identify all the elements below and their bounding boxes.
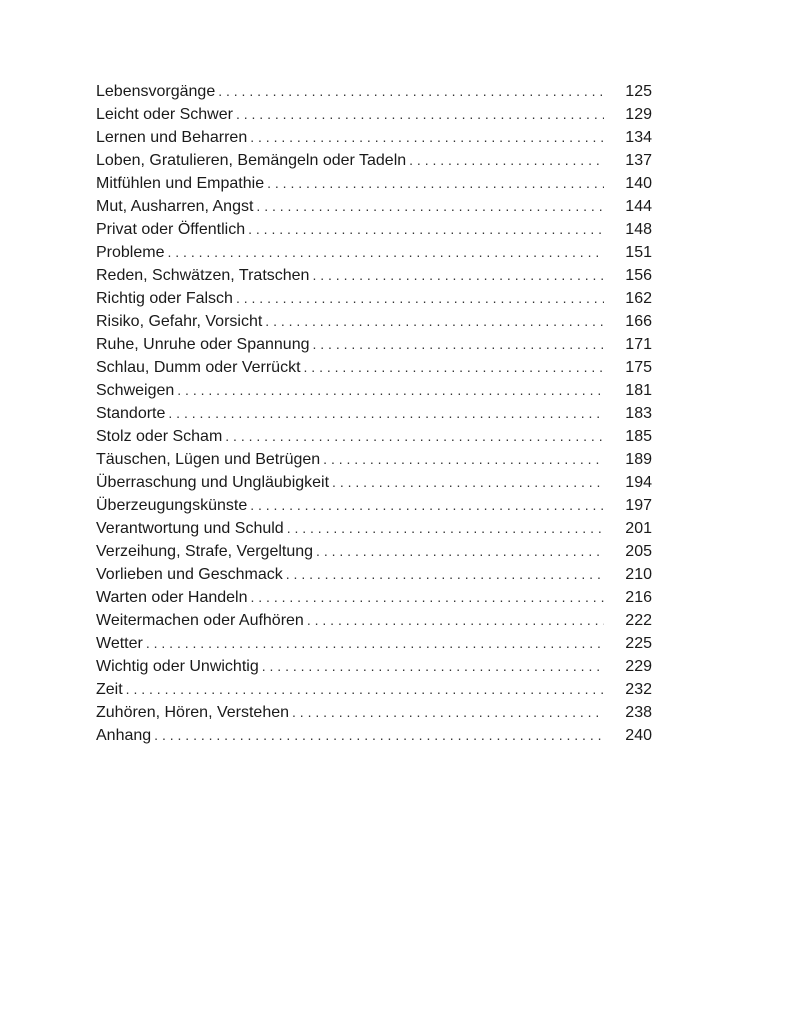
toc-entry-page: 134 bbox=[625, 129, 652, 146]
toc-entry-page: 125 bbox=[625, 83, 652, 100]
toc-entry-title: Privat oder Öffentlich bbox=[96, 221, 246, 238]
toc-entry-page: 140 bbox=[625, 175, 652, 192]
toc-entry-title: Probleme bbox=[96, 244, 165, 261]
dot-leader bbox=[225, 425, 604, 448]
toc-entry-page: 166 bbox=[625, 313, 652, 330]
toc-entry-page: 144 bbox=[625, 198, 652, 215]
dot-leader bbox=[218, 80, 604, 103]
dot-leader bbox=[304, 356, 604, 379]
toc-entry-page: 148 bbox=[625, 221, 652, 238]
toc-entry-title: Loben, Gratulieren, Bemängeln oder Tadeln bbox=[96, 152, 407, 169]
toc-entry-page: 194 bbox=[625, 474, 652, 491]
toc-entry-title: Mitfühlen und Empathie bbox=[96, 175, 265, 192]
toc-entry-title: Reden, Schwätzen, Tratschen bbox=[96, 267, 310, 284]
toc-entry-page: 183 bbox=[625, 405, 652, 422]
toc-entry-page: 189 bbox=[625, 451, 652, 468]
toc-entry-title: Mut, Ausharren, Angst bbox=[96, 198, 254, 215]
toc-entry bbox=[96, 379, 652, 402]
toc-entry-title: Anhang bbox=[96, 727, 152, 744]
toc-entry-page: 229 bbox=[625, 658, 652, 675]
dot-leader bbox=[409, 149, 604, 172]
dot-leader bbox=[313, 333, 605, 356]
toc-entry-page: 197 bbox=[625, 497, 652, 514]
toc-entry-title: Verzeihung, Strafe, Vergeltung bbox=[96, 543, 314, 560]
toc-entry bbox=[96, 471, 652, 494]
toc-entry-page: 201 bbox=[625, 520, 652, 537]
toc-entry bbox=[96, 540, 652, 563]
toc-entry bbox=[96, 448, 652, 471]
dot-leader bbox=[236, 287, 604, 310]
toc-entry bbox=[96, 701, 652, 724]
toc-entry-title: Stolz oder Scham bbox=[96, 428, 223, 445]
dot-leader bbox=[267, 172, 604, 195]
dot-leader bbox=[287, 517, 604, 540]
toc-entry-title: Vorlieben und Geschmack bbox=[96, 566, 283, 583]
dot-leader bbox=[265, 310, 604, 333]
toc-entry bbox=[96, 80, 652, 103]
toc-entry-title: Wichtig oder Unwichtig bbox=[96, 658, 259, 675]
toc-entry-title: Überraschung und Ungläubigkeit bbox=[96, 474, 330, 491]
dot-leader bbox=[146, 632, 604, 655]
dot-leader bbox=[307, 609, 604, 632]
toc-entry bbox=[96, 241, 652, 264]
toc-entry bbox=[96, 586, 652, 609]
toc-entry-title: Zeit bbox=[96, 681, 123, 698]
toc-entry-page: 238 bbox=[625, 704, 652, 721]
toc-entry-page: 181 bbox=[625, 382, 652, 399]
toc-entry-page: 151 bbox=[625, 244, 652, 261]
dot-leader bbox=[251, 586, 605, 609]
toc-entry bbox=[96, 632, 652, 655]
dot-leader bbox=[292, 701, 604, 724]
toc-entry-page: 210 bbox=[625, 566, 652, 583]
toc-entry-title: Weitermachen oder Aufhören bbox=[96, 612, 304, 629]
dot-leader bbox=[312, 264, 604, 287]
toc-entry bbox=[96, 264, 652, 287]
dot-leader bbox=[250, 126, 604, 149]
toc-entry-title: Überzeugungskünste bbox=[96, 497, 248, 514]
toc-entry bbox=[96, 149, 652, 172]
toc-entry bbox=[96, 172, 652, 195]
dot-leader bbox=[248, 218, 604, 241]
toc-entry-page: 205 bbox=[625, 543, 652, 560]
toc-entry-page: 222 bbox=[625, 612, 652, 629]
dot-leader bbox=[177, 379, 604, 402]
toc-entry bbox=[96, 103, 652, 126]
toc-entry bbox=[96, 678, 652, 701]
dot-leader bbox=[332, 471, 604, 494]
toc-entry-page: 175 bbox=[625, 359, 652, 376]
table-of-contents bbox=[96, 80, 652, 747]
dot-leader bbox=[154, 724, 604, 747]
dot-leader bbox=[126, 678, 604, 701]
toc-entry bbox=[96, 563, 652, 586]
toc-entry-page: 185 bbox=[625, 428, 652, 445]
toc-entry-page: 162 bbox=[625, 290, 652, 307]
toc-entry bbox=[96, 310, 652, 333]
toc-entry-page: 240 bbox=[625, 727, 652, 744]
toc-entry-title: Schlau, Dumm oder Verrückt bbox=[96, 359, 301, 376]
toc-entry-page: 156 bbox=[625, 267, 652, 284]
toc-entry-title: Risiko, Gefahr, Vorsicht bbox=[96, 313, 263, 330]
toc-entry-title: Zuhören, Hören, Verstehen bbox=[96, 704, 290, 721]
dot-leader bbox=[323, 448, 604, 471]
toc-entry bbox=[96, 126, 652, 149]
toc-entry bbox=[96, 287, 652, 310]
toc-entry bbox=[96, 494, 652, 517]
toc-entry-title: Richtig oder Falsch bbox=[96, 290, 233, 307]
toc-entry-title: Wetter bbox=[96, 635, 143, 652]
toc-entry bbox=[96, 609, 652, 632]
toc-entry-title: Leicht oder Schwer bbox=[96, 106, 233, 123]
toc-entry-title: Täuschen, Lügen und Betrügen bbox=[96, 451, 321, 468]
toc-entry bbox=[96, 517, 652, 540]
toc-entry bbox=[96, 724, 652, 747]
toc-entry-page: 129 bbox=[625, 106, 652, 123]
toc-entry-title: Warten oder Handeln bbox=[96, 589, 248, 606]
toc-entry-page: 137 bbox=[625, 152, 652, 169]
toc-entry-page: 232 bbox=[625, 681, 652, 698]
toc-entry-title: Schweigen bbox=[96, 382, 175, 399]
toc-entry-page: 171 bbox=[625, 336, 652, 353]
toc-entry bbox=[96, 356, 652, 379]
toc-entry-title: Standorte bbox=[96, 405, 166, 422]
toc-entry bbox=[96, 218, 652, 241]
toc-entry-title: Lernen und Beharren bbox=[96, 129, 248, 146]
toc-entry-page: 216 bbox=[625, 589, 652, 606]
toc-entry-page: 225 bbox=[625, 635, 652, 652]
dot-leader bbox=[256, 195, 604, 218]
dot-leader bbox=[262, 655, 604, 678]
toc-entry-title: Lebensvorgänge bbox=[96, 83, 216, 100]
toc-entry bbox=[96, 402, 652, 425]
dot-leader bbox=[316, 540, 604, 563]
toc-entry bbox=[96, 655, 652, 678]
dot-leader bbox=[236, 103, 604, 126]
dot-leader bbox=[167, 241, 604, 264]
dot-leader bbox=[286, 563, 604, 586]
toc-entry bbox=[96, 195, 652, 218]
toc-entry-title: Ruhe, Unruhe oder Spannung bbox=[96, 336, 310, 353]
toc-entry bbox=[96, 425, 652, 448]
toc-entry-title: Verantwortung und Schuld bbox=[96, 520, 284, 537]
dot-leader bbox=[250, 494, 604, 517]
dot-leader bbox=[168, 402, 604, 425]
toc-entry bbox=[96, 333, 652, 356]
